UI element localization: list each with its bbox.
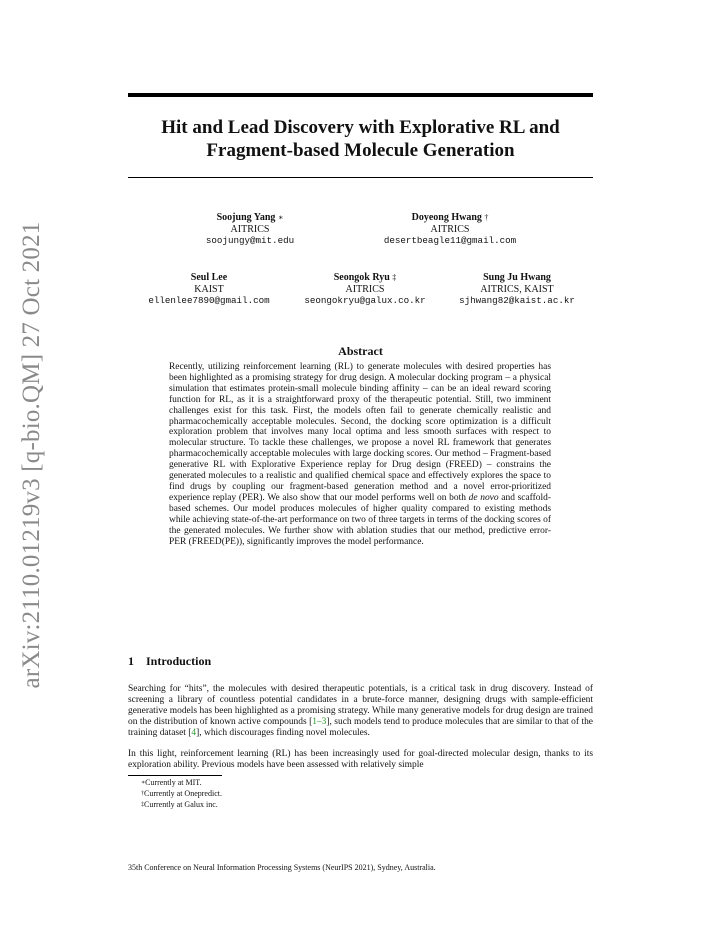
intro-text: ], which discourages finding novel molecules. [196,727,370,738]
arxiv-sidebar [2,221,62,689]
section-number: 1 [128,654,134,668]
intro-text: ], such models tend to produce molecules that are similar to that of the training dataset [ [128,716,593,738]
abstract-heading: Abstract [338,344,383,358]
author-affiliation: KAIST [194,283,224,295]
intro-paragraph-2: In this light, reinforcement learning (RL) has been increasingly used for goal-directed molecular design, thanks to its exploration ability. Previous models have been assessed with relatively simple [128,749,593,770]
author-name: Doyeong Hwang [411,212,482,223]
author-mark: † [484,213,489,222]
author-affiliation: AITRICS [230,223,270,235]
conference-note: 35th Conference on Neural Information Processing Systems (NeurIPS 2021), Sydney, Australia. [128,863,436,872]
footnote-text: Currently at Galux inc. [144,800,218,809]
footnote-mark: ∗ [141,780,146,786]
footnote-mark: ‡ [141,802,144,808]
footnote-text: Currently at MIT. [145,778,202,787]
citation-link[interactable]: 1 [312,716,317,727]
citation-link[interactable]: 4 [191,727,197,738]
author-email: ellenlee7890@gmail.com [148,295,270,306]
author-block [190,212,310,247]
author-email: soojungy@mit.edu [205,235,295,246]
abstract-text-continued: and scaffold-based schemes. Our model produces molecules of higher quality compared to existing methods while achieving state-of-the-art performance on two of three targets in terms of the docking scores of the generated molecules. We further show with ablation studies that our method, predictive error-PER (FREED(PE)), significantly improves the model performance. [169,492,551,547]
author-email: desertbeagle11@gmail.com [383,235,517,246]
author-email: seongokryu@galux.co.kr [304,295,426,306]
author-name: Sung Ju Hwang [483,272,551,283]
citation-dash: – [316,716,322,727]
title-line-2: Fragment-based Molecule Generation [206,140,515,161]
author-mark: ∗ [277,213,284,222]
footnote [141,778,202,788]
abstract-body [169,362,551,547]
intro-text: Searching for “hits”, the molecules with desired therapeutic potentials, is a critical task in drug discovery. Instead of screening a library of countless potential candidates in a brute-force manner, designing drugs with sample-efficient generative models has been highlighted as a promising strategy. While many generative models for drug design are trained on the distribution of known active compounds [ [128,684,593,727]
intro-paragraph-1 [128,684,593,739]
paper-title [128,116,593,162]
author-name: Seongok Ryu [333,272,390,283]
citation-link[interactable]: 3 [321,716,327,727]
author-block [136,272,282,307]
author-block [290,272,440,307]
author-mark: ‡ [392,273,397,282]
footnote [141,800,218,810]
arxiv-identifier: arXiv:2110.01219v3 [q-bio.QM] 27 Oct 2021 [18,221,45,689]
author-affiliation: AITRICS [345,283,385,295]
footnote-text: Currently at Onepredict. [144,789,222,798]
section-heading [128,654,211,669]
author-block [446,272,588,307]
author-name: Soojung Yang [216,212,276,223]
footnote-rule [128,775,222,776]
author-affiliation: AITRICS, KAIST [480,283,554,295]
footnote-mark: † [141,791,144,797]
author-email: sjhwang82@kaist.ac.kr [459,295,575,306]
title-bottom-rule [128,177,593,178]
abstract-italic-term: de novo [468,492,499,503]
abstract-text: Recently, utilizing reinforcement learning (RL) to generate molecules with desired properties has been highlighted as a promising strategy for drug design. A molecular docking program – a physical simulation that estimates protein-small molecule binding affinity – can be an ideal reward scoring function for RL, as it is a straightforward proxy of the therapeutic potential. Still, two imminent challenges exist for this task. First, the models often fail to generate chemically realistic and pharmacochemically acceptable molecules. Second, the docking score optimization is a difficult exploration problem that involves many local optima and less smooth surfaces with respect to molecular structure. To tackle these challenges, we propose a novel RL framework that generates pharmacochemically acceptable molecules with large docking scores. Our method – Fragment-based generative RL with Explorative Experience replay for Drug design (FREED) – constrains the generated molecules to a realistic and qualified chemical space and effectively explores the space to find drugs by coupling our fragment-based generation method and a novel error-prioritized experience replay (PER). We also show that our model performs well on both [169,362,551,503]
title-top-rule [128,93,593,97]
section-title: Introduction [146,654,212,668]
title-line-1: Hit and Lead Discovery with Explorative RL and [161,117,560,138]
author-block [365,212,535,247]
author-name: Seul Lee [190,272,228,283]
footnote [141,789,222,799]
author-affiliation: AITRICS [430,223,470,235]
